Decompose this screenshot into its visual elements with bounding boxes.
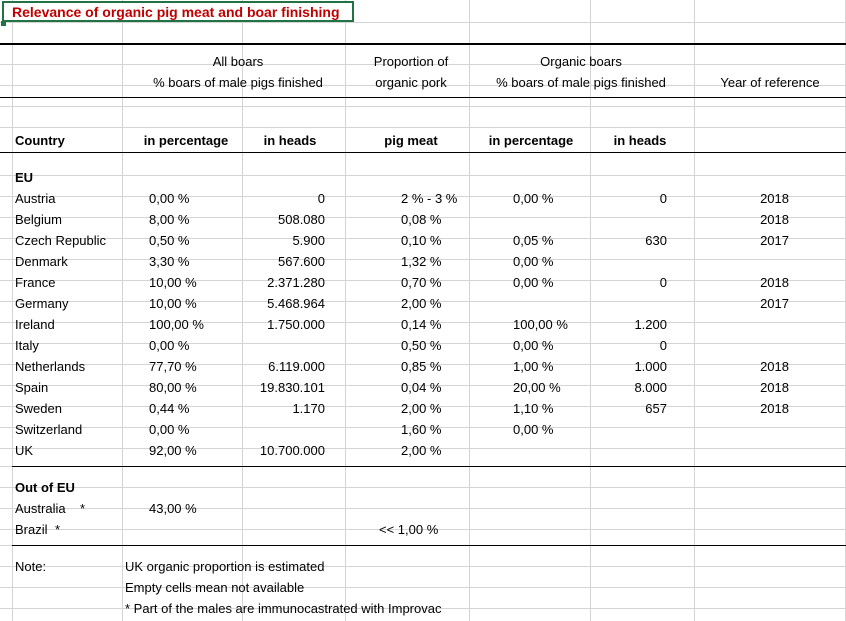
organic-pig-meat-cell: 2,00 % [401, 296, 442, 311]
note-label: Note: [15, 559, 47, 574]
boar-percentage-cell: 10,00 % [149, 296, 197, 311]
boar-heads-cell: 1.170 [292, 401, 325, 416]
year-cell: 2018 [760, 380, 789, 395]
country-cell: Belgium [15, 212, 62, 227]
year-cell [700, 419, 792, 440]
organic-boar-heads-cell [590, 209, 670, 230]
year-cell: 2018 [760, 401, 789, 416]
grid-row-line [0, 487, 846, 488]
year-cell [700, 440, 792, 461]
organic-boar-heads-cell: 0 [659, 191, 667, 206]
grid-row-line [0, 22, 846, 23]
organic-boar-percentage-cell: 0,00 % [513, 422, 554, 437]
boar-heads-cell: 10.700.000 [259, 443, 325, 458]
header-proportion-sub: organic pork [375, 75, 447, 90]
header-year: Year of reference [720, 75, 820, 90]
boar-heads-cell [240, 335, 328, 356]
header-in-percentage-organic: in percentage [488, 133, 574, 148]
grid-col-line [122, 0, 123, 621]
note-line: Empty cells mean not available [125, 580, 305, 595]
organic-pig-meat-cell: << 1,00 % [379, 522, 439, 537]
country-cell: Denmark [15, 254, 68, 269]
selected-cell[interactable] [2, 1, 354, 22]
organic-boar-heads-cell: 1.000 [634, 359, 667, 374]
header-country: Country [15, 133, 65, 148]
country-cell: Germany [15, 296, 69, 311]
grid-col-line [694, 0, 695, 621]
year-cell: 2017 [760, 233, 789, 248]
organic-pig-meat-cell: 0,08 % [401, 212, 442, 227]
boar-percentage-cell: 0,50 % [149, 233, 190, 248]
organic-boar-percentage-cell [510, 209, 600, 230]
organic-boar-heads-cell: 8.000 [634, 380, 667, 395]
boar-percentage-cell: 80,00 % [149, 380, 197, 395]
grid-row-line [0, 175, 846, 176]
country-header-border [0, 152, 846, 153]
boar-percentage-cell: 0,00 % [149, 338, 190, 353]
header-in-heads-organic: in heads [613, 133, 667, 148]
organic-pig-meat-cell: 0,04 % [401, 380, 442, 395]
country-cell: Italy [15, 338, 39, 353]
organic-pig-meat-cell: 1,60 % [401, 422, 442, 437]
country-cell: Australia [15, 501, 66, 516]
organic-boar-percentage-cell: 1,00 % [513, 359, 554, 374]
organic-boar-percentage-cell: 100,00 % [513, 317, 568, 332]
boar-percentage-cell: 0,00 % [149, 191, 190, 206]
year-cell: 2017 [760, 296, 789, 311]
year-cell: 2018 [760, 212, 789, 227]
year-cell [700, 335, 792, 356]
section-eu: EU [15, 170, 34, 185]
year-cell [700, 314, 792, 335]
header-organic-boars-sub: % boars of male pigs finished [496, 75, 666, 90]
organic-boar-percentage-cell: 0,05 % [513, 233, 554, 248]
year-cell: 2018 [760, 275, 789, 290]
organic-boar-heads-cell: 0 [659, 338, 667, 353]
header-in-percentage: in percentage [143, 133, 229, 148]
organic-pig-meat-cell: 0,50 % [401, 338, 442, 353]
header-top-border [0, 43, 846, 45]
country-cell: Austria [15, 191, 56, 206]
boar-heads-cell [240, 419, 328, 440]
organic-pig-meat-cell: 0,14 % [401, 317, 442, 332]
year-cell [700, 251, 792, 272]
country-cell: France [15, 275, 56, 290]
header-in-heads: in heads [263, 133, 317, 148]
organic-boar-heads-cell: 0 [659, 275, 667, 290]
country-cell: Brazil [15, 522, 48, 537]
boar-heads-cell: 567.600 [278, 254, 325, 269]
country-cell: Czech Republic [15, 233, 107, 248]
organic-pig-meat-cell: 2 % - 3 % [401, 191, 458, 206]
header-all-boars: All boars [212, 54, 264, 69]
year-cell: 2018 [760, 359, 789, 374]
header-organic-boars: Organic boars [540, 54, 622, 69]
country-cell: Switzerland [15, 422, 83, 437]
organic-pig-meat-cell: 0,70 % [401, 275, 442, 290]
year-cell: 2018 [760, 191, 789, 206]
boar-percentage-cell: 10,00 % [149, 275, 197, 290]
organic-boar-percentage-cell: 20,00 % [513, 380, 561, 395]
boar-percentage-cell: 100,00 % [149, 317, 204, 332]
boar-heads-cell: 2.371.280 [267, 275, 325, 290]
eu-section-border [12, 466, 846, 467]
organic-boar-heads-cell [590, 251, 670, 272]
organic-pig-meat-cell [376, 498, 466, 519]
organic-pig-meat-cell: 1,32 % [401, 254, 442, 269]
organic-pig-meat-cell: 2,00 % [401, 401, 442, 416]
section-out-of-eu: Out of EU [15, 480, 75, 495]
organic-boar-percentage-cell: 0,00 % [513, 191, 554, 206]
organic-boar-percentage-cell: 1,10 % [513, 401, 554, 416]
country-cell: Sweden [15, 401, 62, 416]
note-line: UK organic proportion is estimated [125, 559, 325, 574]
header-pig-meat: pig meat [384, 133, 438, 148]
country-cell: Netherlands [15, 359, 86, 374]
boar-heads-cell: 19.830.101 [259, 380, 325, 395]
boar-percentage-cell: 92,00 % [149, 443, 197, 458]
organic-boar-heads-cell: 1.200 [634, 317, 667, 332]
boar-heads-cell: 508.080 [278, 212, 325, 227]
boar-percentage-cell: 77,70 % [149, 359, 197, 374]
country-cell: UK [15, 443, 34, 458]
header-proportion: Proportion of [373, 54, 449, 69]
boar-percentage-cell [146, 519, 236, 540]
header-all-boars-sub: % boars of male pigs finished [153, 75, 323, 90]
boar-heads-cell: 6.119.000 [268, 359, 325, 374]
organic-boar-percentage-cell: 0,00 % [513, 338, 554, 353]
boar-heads-cell: 5.468.964 [267, 296, 325, 311]
organic-boar-heads-cell: 657 [645, 401, 667, 416]
fill-handle[interactable] [1, 21, 6, 26]
boar-percentage-cell: 8,00 % [149, 212, 190, 227]
organic-pig-meat-cell: 0,85 % [401, 359, 442, 374]
country-cell: Ireland [15, 317, 55, 332]
organic-pig-meat-cell: 0,10 % [401, 233, 442, 248]
grid-col-line [345, 0, 346, 621]
boar-percentage-cell: 0,00 % [149, 422, 190, 437]
sheet-title: Relevance of organic pig meat and boar finishing [12, 4, 340, 20]
boar-heads-cell: 5.900 [292, 233, 325, 248]
organic-pig-meat-cell: 2,00 % [401, 443, 442, 458]
header-bottom-border [0, 97, 846, 98]
country-cell: Spain [15, 380, 49, 395]
footnote-marker: * [80, 501, 86, 516]
organic-boar-percentage-cell [510, 293, 600, 314]
boar-heads-cell: 0 [317, 191, 325, 206]
organic-boar-heads-cell [590, 419, 670, 440]
grid-row-line [0, 127, 846, 128]
organic-boar-heads-cell [590, 440, 670, 461]
organic-boar-heads-cell: 630 [645, 233, 667, 248]
boar-heads-cell: 1.750.000 [267, 317, 325, 332]
organic-boar-heads-cell [590, 293, 670, 314]
footnote-marker: * [55, 522, 61, 537]
boar-percentage-cell: 0,44 % [149, 401, 190, 416]
note-line: * Part of the males are immunocastrated with Improvac [125, 601, 442, 616]
grid-row-line [0, 106, 846, 107]
organic-boar-percentage-cell: 0,00 % [513, 275, 554, 290]
outeu-section-border [12, 545, 846, 546]
boar-percentage-cell: 3,30 % [149, 254, 190, 269]
organic-boar-percentage-cell [510, 440, 600, 461]
boar-percentage-cell: 43,00 % [149, 501, 197, 516]
organic-boar-percentage-cell: 0,00 % [513, 254, 554, 269]
